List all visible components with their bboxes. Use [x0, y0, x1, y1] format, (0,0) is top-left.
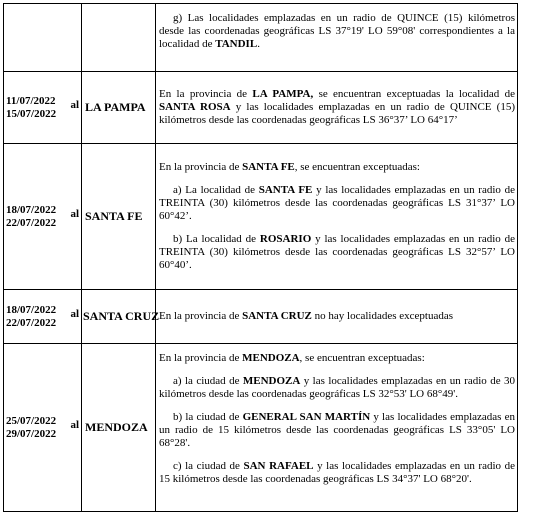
date-to: 22/07/2022 — [6, 216, 57, 229]
description-cell — [156, 4, 518, 72]
text-run: no hay localidades exceptuadas — [311, 310, 453, 322]
text-run: b) La localidad de — [173, 233, 260, 245]
row-4-item-c — [159, 460, 515, 486]
bold-text: TANDIL — [215, 38, 258, 50]
row-2-item-b — [159, 233, 515, 272]
text-run: En la provincia de — [159, 88, 253, 100]
row-4-item-b — [159, 411, 515, 450]
table-row — [4, 344, 518, 512]
text-run: y las localidades emplazadas en un radio de 15 kilómetros desde las coordenadas geográficas LS 34°37' LO 68°20'. — [159, 460, 515, 485]
bold-text: SANTA FE — [258, 184, 313, 196]
text-run: , se encuentran exceptuadas: — [294, 161, 420, 173]
date-al: al — [70, 307, 79, 320]
date-from: 18/07/2022 — [6, 203, 57, 216]
bold-text: SAN RAFAEL — [243, 460, 314, 472]
province-name: MENDOZA — [82, 344, 156, 512]
table-row — [4, 72, 518, 144]
exceptions-table — [3, 3, 518, 512]
description-cell — [156, 290, 518, 344]
bold-text: GENERAL SAN MARTÍN — [242, 411, 371, 423]
text-run: y las localidades emplazadas en un radio de QUINCE (15) kilómetros desde las coordenadas geográficas LS 36°37’ LO 64°17’ — [159, 101, 515, 126]
table-row — [4, 4, 518, 72]
date-to: 22/07/2022 — [6, 316, 57, 329]
row-2-item-a — [159, 184, 515, 223]
text-run: En la provincia de — [159, 161, 243, 173]
description-cell — [156, 344, 518, 512]
bold-text: LA PAMPA, — [252, 88, 314, 100]
province-name: SANTA CRUZ — [82, 290, 156, 344]
province-cell — [82, 4, 156, 72]
text-run: y las localidades emplazadas en un radio de TREINTA (30) kilómetros desde las coordenadas geográficas LS 31°37’ LO 60°42’. — [159, 184, 515, 222]
text-run: b) la ciudad de — [173, 411, 243, 423]
date-al: al — [70, 98, 79, 111]
text-run: se encuentran exceptuadas la localidad de — [313, 88, 515, 100]
date-cell — [4, 72, 82, 144]
text-run: . — [257, 38, 260, 50]
table-row — [4, 144, 518, 290]
date-al: al — [70, 207, 79, 220]
date-from: 11/07/2022 — [6, 94, 56, 107]
row-0-text — [159, 12, 515, 51]
row-1-text — [159, 88, 515, 127]
bold-text: SANTA ROSA — [159, 101, 231, 113]
date-to: 29/07/2022 — [6, 427, 57, 440]
text-run: y las localidades emplazadas en un radio de TREINTA (30) kilómetros desde las coordenadas geográficas LS 32°57’ LO 60°40’. — [159, 233, 515, 271]
date-from: 25/07/2022 — [6, 414, 57, 427]
row-4-intro — [159, 352, 515, 365]
date-cell — [4, 344, 82, 512]
row-2-intro — [159, 161, 515, 174]
bold-text: SANTA CRUZ — [242, 310, 312, 322]
text-run: En la provincia de — [159, 352, 243, 364]
text-run: g) Las localidades emplazadas en un radio de QUINCE (15) kilómetros desde las coordenadas geográficas LS 37°19' LO 59°08' correspondientes a la localidad de — [159, 12, 515, 50]
date-al: al — [70, 418, 79, 431]
description-cell — [156, 72, 518, 144]
date-from: 18/07/2022 — [6, 303, 57, 316]
description-cell — [156, 144, 518, 290]
bold-text: MENDOZA — [242, 375, 301, 387]
text-run: En la provincia de — [159, 310, 243, 322]
text-run: y las localidades emplazadas en un radio de 30 kilómetros desde las coordenadas geográficas LS 32°53' LO 68°49'. — [159, 375, 515, 400]
row-4-item-a — [159, 375, 515, 401]
bold-text: MENDOZA — [242, 352, 300, 364]
bold-text: SANTA FE — [242, 161, 295, 173]
table-row — [4, 290, 518, 344]
province-name: SANTA FE — [82, 144, 156, 290]
date-cell — [4, 4, 82, 72]
text-run: a) la ciudad de — [173, 375, 243, 387]
text-run: c) la ciudad de — [173, 460, 244, 472]
text-run: a) La localidad de — [173, 184, 259, 196]
province-name: LA PAMPA — [82, 72, 156, 144]
row-3-text — [159, 310, 515, 323]
bold-text: ROSARIO — [259, 233, 312, 245]
text-run: y las localidades emplazadas en un radio de 15 kilómetros desde las coordenadas geográficas LS 33°05' LO 68°28'. — [159, 411, 516, 449]
date-to: 15/07/2022 — [6, 107, 57, 120]
text-run: , se encuentran exceptuadas: — [299, 352, 425, 364]
date-cell — [4, 290, 82, 344]
date-cell — [4, 144, 82, 290]
